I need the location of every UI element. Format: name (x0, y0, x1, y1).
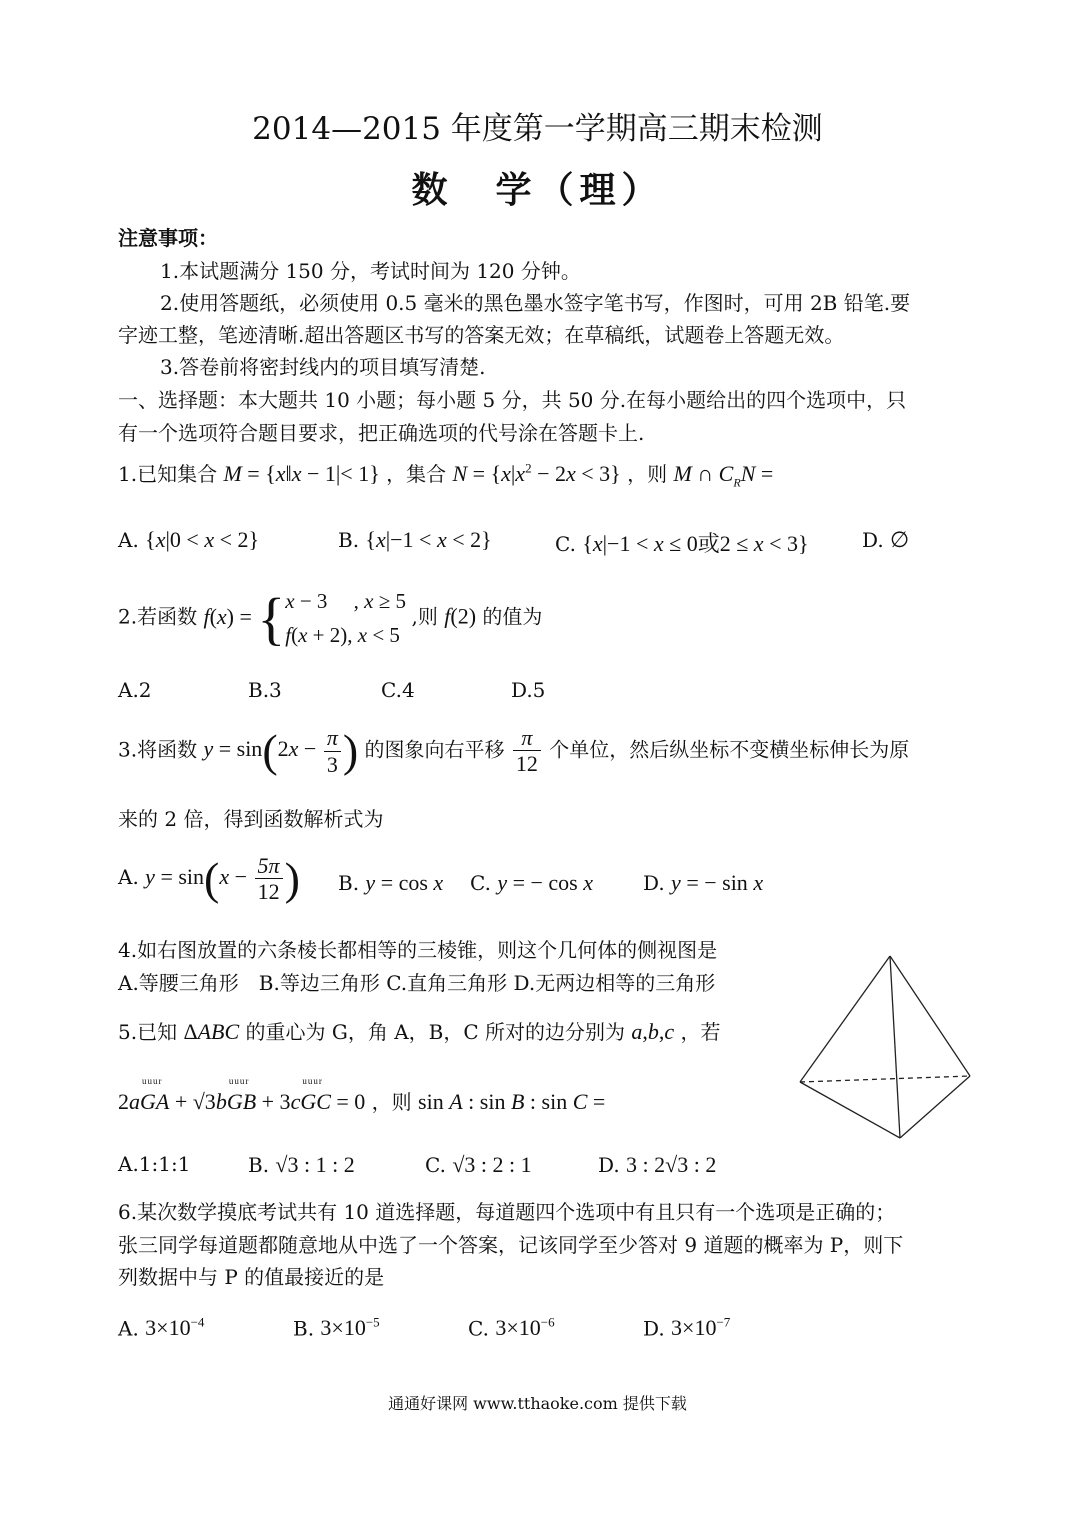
q2-option-a: A.2 (118, 678, 152, 702)
notice-item-3: 3.答卷前将密封线内的项目填写清楚. (160, 355, 486, 379)
q2-option-b: B.3 (248, 678, 282, 702)
q1-set-n: $N = \{x|x^2 - 2x < 3\}$ (452, 460, 621, 486)
q5-option-c: C. √3 : 2 : 1 (425, 1152, 532, 1177)
question-6-line3: 列数据中与 P 的值最接近的是 (118, 1265, 385, 1289)
q2-option-d: D.5 (511, 678, 546, 702)
question-5-stem (118, 1018, 721, 1047)
q2-piecewise: f(x) = {x − 3 , x ≥ 5 f(x + 2), x < 5 (203, 585, 407, 651)
edge-right (890, 956, 970, 1076)
q2-prefix: 2.若函数 (118, 604, 198, 629)
q5-ratio: sin A : sin B : sin C = (418, 1089, 606, 1114)
q3-prefix: 3.将函数 (118, 737, 198, 762)
q6-option-c: C. $3\times 10^{-6}$ (468, 1315, 555, 1341)
q1-set-m: M = {x‖x − 1|< 1} (223, 461, 380, 486)
notice-item-1: 1.本试题满分 150 分，考试时间为 120 分钟。 (160, 259, 581, 283)
question-6-line2: 张三同学每道题都随意地从中选了一个答案，记该同学至少答对 9 道题的概率为 P，则下 (118, 1233, 904, 1257)
q5-triangle: ΔABC (183, 1019, 240, 1044)
q5-then: ，则 (371, 1090, 412, 1114)
page-footer: 通通好课网 www.tthaoke.com 提供下载 (388, 1394, 687, 1413)
question-6-line1: 6.某次数学摸底考试共有 10 道选择题，每道题四个选项中有且只有一个选项是正确的； (118, 1200, 896, 1224)
q5-option-b: B. √3 : 1 : 2 (248, 1152, 355, 1177)
q1-mid: ，集合 (386, 462, 447, 486)
q5-tail: ，若 (680, 1020, 721, 1044)
q5-mid: 的重心为 G，角 A，B，C 所对的边分别为 (245, 1020, 626, 1044)
q3-tail: 个单位，然后纵坐标不变横坐标伸长为原 (549, 737, 910, 762)
q1-option-d: D. ∅ (862, 527, 910, 552)
q3-option-d: D. y = − sin x (643, 870, 764, 895)
section1-intro-2: 有一个选项符合题目要求，把正确选项的代号涂在答题卡上. (118, 421, 645, 445)
edge-left (800, 956, 890, 1082)
q3-option-a: A. y = sin(x − $\frac{5\pi}{12}$ ) (118, 852, 300, 905)
q1-suffix: ，则 (627, 462, 668, 486)
subject-title: 数 学（理） (411, 170, 664, 211)
q3-mid: 的图象向右平移 (364, 737, 505, 762)
base-right (900, 1076, 970, 1138)
q3-option-c: C. y = − cos x (470, 870, 593, 895)
q6-option-a: A. $3\times 10^{-4}$ (118, 1315, 205, 1341)
q3-function: y = sin(2x − $\frac{\pi}{3}$ ) (203, 725, 359, 777)
q5-vector-equation: 2auuur GA + √3buuur GB + 3cuuur GC = 0 (118, 1089, 365, 1114)
q3-shift: $\frac{\pi}{12}$ (513, 725, 541, 777)
question-5-condition (118, 1088, 605, 1117)
q2-f2: f(2) (444, 603, 477, 629)
q5-prefix: 5.已知 (118, 1020, 178, 1044)
hidden-edge (800, 1076, 970, 1082)
q5-option-a: A.1:1:1 (118, 1152, 191, 1176)
notice-item-2b: 字迹工整，笔迹清晰.超出答题区书写的答案无效；在草稿纸，试题卷上答题无效。 (118, 323, 845, 347)
question-2-stem (118, 585, 542, 652)
q1-option-b: B. {x|−1 < x < 2} (338, 527, 492, 552)
q5-sides: a,b,c (631, 1019, 675, 1044)
q1-option-a: A. {x|0 < x < 2} (118, 527, 260, 552)
question-4-options: A.等腰三角形 B.等边三角形 C.直角三角形 D.无两边相等的三角形 (118, 971, 716, 995)
q2-tail: 的值为 (482, 604, 543, 629)
q6-option-d: D. $3\times 10^{-7}$ (643, 1315, 731, 1341)
edge-front (890, 956, 900, 1138)
question-4-stem: 4.如右图放置的六条棱长都相等的三棱锥，则这个几何体的侧视图是 (118, 938, 718, 962)
q1-option-c: C. {x|−1 < x ≤ 0或2 ≤ x < 3} (555, 531, 809, 556)
tetrahedron-figure (795, 950, 975, 1145)
q1-expression: M ∩ $C_RN$ = (673, 461, 774, 490)
notice-item-2a: 2.使用答题纸，必须使用 0.5 毫米的黑色墨水签字笔书写，作图时，可用 2B 铅笔.要 (160, 291, 911, 315)
base-left (800, 1082, 900, 1138)
question-3-stem (118, 725, 909, 777)
q5-option-d: D. 3 : 2√3 : 2 (598, 1152, 717, 1177)
q3-option-b: B. y = cos x (338, 870, 444, 895)
q6-option-b: B. $3\times 10^{-5}$ (293, 1315, 380, 1341)
q2-option-c: C.4 (381, 678, 415, 702)
section1-intro-1: 一、选择题：本大题共 10 小题；每小题 5 分，共 50 分.在每小题给出的四个选项中，只 (118, 388, 907, 412)
notice-heading: 注意事项： (118, 226, 218, 250)
question-3-line2: 来的 2 倍，得到函数解析式为 (118, 807, 384, 831)
q2-suffix: ,则 (411, 604, 438, 629)
exam-title: 2014—2015 年度第一学期高三期末检测 (252, 111, 823, 147)
question-1-stem (118, 460, 773, 491)
q1-prefix: 1.已知集合 (118, 462, 218, 486)
